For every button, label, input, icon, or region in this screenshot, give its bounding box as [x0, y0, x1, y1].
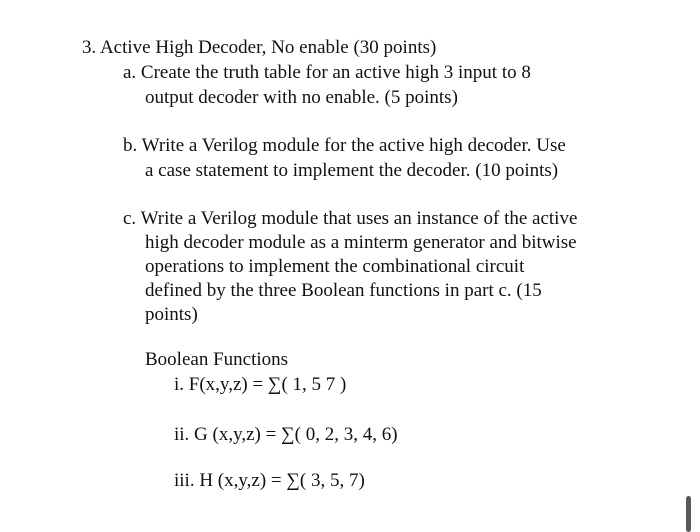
boolean-functions-title: Boolean Functions — [145, 349, 289, 370]
function-h: iii. H (x,y,z) = ∑( 3, 5, 7) — [174, 470, 365, 491]
part-a-line-2: output decoder with no enable. (5 points) — [145, 87, 458, 108]
part-b-line-2: a case statement to implement the decoder. (10 points) — [145, 160, 559, 181]
part-c-line-1: c. Write a Verilog module that uses an instance of the active — [123, 208, 578, 229]
part-c-line-3: operations to implement the combinational circuit — [145, 256, 525, 277]
function-g: ii. G (x,y,z) = ∑( 0, 2, 3, 4, 6) — [174, 424, 398, 445]
question-heading: 3. Active High Decoder, No enable (30 points) — [82, 37, 437, 58]
part-b-line-1: b. Write a Verilog module for the active high decoder. Use — [123, 135, 566, 156]
part-c-line-2: high decoder module as a minterm generator and bitwise — [145, 232, 577, 253]
part-c-line-4: defined by the three Boolean functions in part c. (15 — [145, 280, 542, 301]
part-c-line-5: points) — [145, 304, 198, 325]
function-f: i. F(x,y,z) = ∑( 1, 5 7 ) — [174, 374, 347, 395]
part-a-line-1: a. Create the truth table for an active high 3 input to 8 — [123, 62, 531, 83]
vertical-scrollbar[interactable] — [686, 496, 691, 532]
